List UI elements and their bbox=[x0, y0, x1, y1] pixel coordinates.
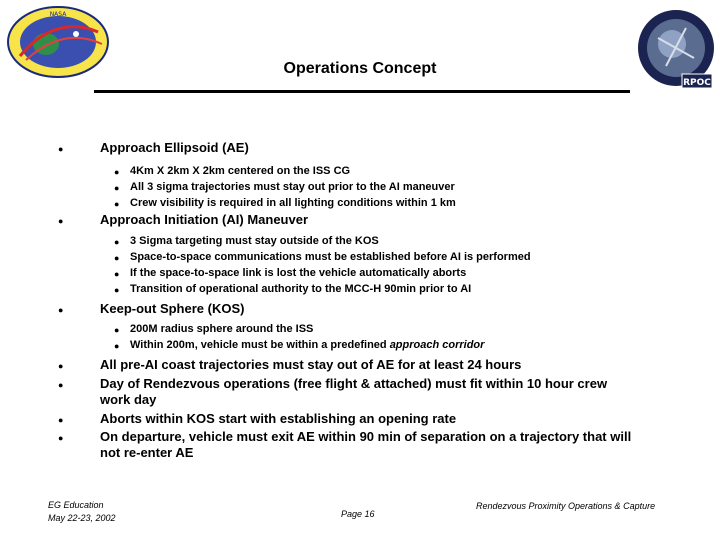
ae-item-2: All 3 sigma trajectories must stay out prior to the AI maneuver bbox=[130, 181, 455, 193]
kos-item-2-text: Within 200m, vehicle must be within a predefined bbox=[130, 339, 390, 351]
svg-text:NASA: NASA bbox=[49, 11, 67, 18]
rpoc-logo-text: RPOC bbox=[683, 78, 711, 88]
footer-date: May 22-23, 2002 bbox=[48, 513, 116, 523]
bullet-icon: ● bbox=[114, 183, 120, 193]
bullet-icon: ● bbox=[58, 433, 64, 443]
ai-heading: Approach Initiation (AI) Maneuver bbox=[100, 212, 309, 227]
bullet-icon: ● bbox=[58, 216, 64, 226]
title-divider bbox=[94, 90, 630, 93]
kos-item-1: 200M radius sphere around the ISS bbox=[130, 323, 314, 335]
rendezvous-day-statement: Day of Rendezvous operations (free flight & attached) must fit within 10 hour crew bbox=[100, 376, 608, 391]
bullet-icon: ● bbox=[114, 341, 120, 351]
ae-item-1: 4Km X 2km X 2km centered on the ISS CG bbox=[130, 165, 351, 177]
departure-statement: On departure, vehicle must exit AE within 90 min of separation on a trajectory that will bbox=[100, 429, 632, 444]
bullet-icon: ● bbox=[114, 269, 120, 279]
page-title: Operations Concept bbox=[283, 60, 437, 77]
kos-heading: Keep-out Sphere (KOS) bbox=[100, 301, 245, 316]
bullet-icon: ● bbox=[114, 285, 120, 295]
departure-statement-cont: not re-enter AE bbox=[100, 445, 194, 460]
bullet-icon: ● bbox=[58, 305, 64, 315]
bullet-icon: ● bbox=[114, 199, 120, 209]
ai-item-1: 3 Sigma targeting must stay outside of the KOS bbox=[130, 235, 379, 247]
bullet-icon: ● bbox=[58, 144, 64, 154]
ae-heading: Approach Ellipsoid (AE) bbox=[100, 140, 249, 155]
abort-statement: Aborts within KOS start with establishing an opening rate bbox=[100, 411, 457, 426]
approach-corridor-emphasis: approach corridor bbox=[389, 339, 485, 351]
footer-page-number: Page 16 bbox=[341, 509, 375, 519]
ai-item-3: If the space-to-space link is lost the vehicle automatically aborts bbox=[130, 267, 467, 279]
bullet-icon: ● bbox=[114, 237, 120, 247]
ae-item-3: Crew visibility is required in all lighting conditions within 1 km bbox=[130, 197, 456, 209]
bullet-icon: ● bbox=[114, 325, 120, 335]
rpoc-logo bbox=[636, 8, 716, 94]
footer-org: EG Education bbox=[48, 500, 104, 510]
coast-statement: All pre-AI coast trajectories must stay out of AE for at least 24 hours bbox=[100, 357, 522, 372]
kos-item-2 bbox=[130, 339, 484, 351]
footer-course-title: Rendezvous Proximity Operations & Capture bbox=[476, 501, 656, 511]
bullet-icon: ● bbox=[114, 253, 120, 263]
bullet-icon: ● bbox=[114, 167, 120, 177]
bullet-icon: ● bbox=[58, 380, 64, 390]
ai-item-4: Transition of operational authority to the MCC-H 90min prior to AI bbox=[130, 283, 472, 295]
bullet-icon: ● bbox=[58, 361, 64, 371]
rendezvous-day-statement-cont: work day bbox=[100, 392, 157, 407]
bullet-icon: ● bbox=[58, 415, 64, 425]
ai-item-2: Space-to-space communications must be established before AI is performed bbox=[130, 251, 531, 263]
